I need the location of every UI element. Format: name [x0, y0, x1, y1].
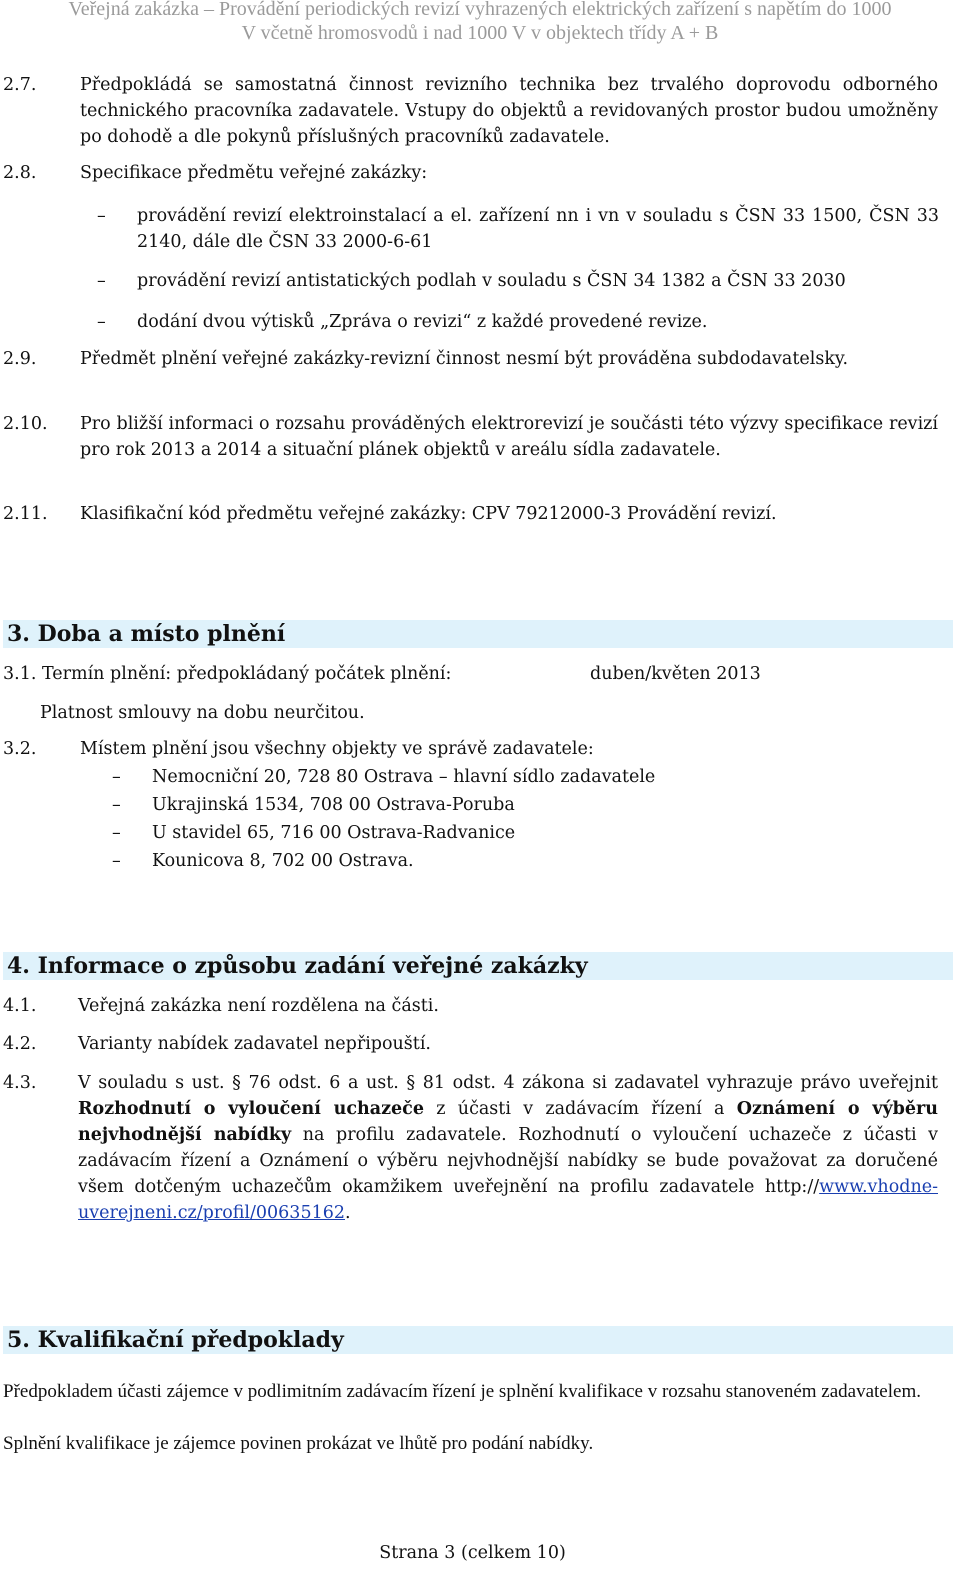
- clause-number: 4.3.: [3, 1073, 37, 1093]
- clause-text: Klasifikační kód předmětu veřejné zakázky: CPV 79212000-3 Provádění revizí.: [80, 504, 777, 524]
- clause-number: 2.11.: [3, 504, 48, 524]
- clause-number: 2.10.: [3, 414, 48, 434]
- section-title: 3. Doba a místo plnění: [7, 621, 286, 647]
- clause-number: 2.7.: [3, 75, 37, 95]
- list-item: dodání dvou výtisků „Zpráva o revizi“ z každé provedené revize.: [137, 312, 708, 332]
- clause-text: Veřejná zakázka není rozdělena na části.: [78, 996, 439, 1016]
- term-value: duben/květen 2013: [590, 664, 761, 684]
- dash-bullet: –: [112, 823, 121, 843]
- clause-text: Pro bližší informaci o rozsahu prováděných elektrorevizí je součásti této výzvy specifikace revizí pro rok 2013 a 2014 a situační plánek objektů v areálu sídla zadavatele.: [80, 414, 938, 460]
- dash-bullet: –: [97, 312, 106, 332]
- section-title: 4. Informace o způsobu zadání veřejné zakázky: [7, 953, 588, 979]
- section-5-heading: [3, 1326, 953, 1354]
- clause-text: Varianty nabídek zadavatel nepřipouští.: [78, 1034, 431, 1054]
- running-header-line1: Veřejná zakázka – Provádění periodických revizí vyhrazených elektrických zařízení s napětím do 1000: [68, 0, 892, 20]
- clause-number: 4.1.: [3, 996, 37, 1016]
- list-item: provádění revizí antistatických podlah v souladu s ČSN 34 1382 a ČSN 33 2030: [137, 271, 846, 291]
- emphasis-notice: Oznámení o výběru nejvhodnější nabídky: [78, 1099, 938, 1145]
- section-3-heading: [3, 620, 953, 648]
- clause-number: 4.2.: [3, 1034, 37, 1054]
- dash-bullet: –: [112, 851, 121, 871]
- clause-text: Místem plnění jsou všechny objekty ve správě zadavatele:: [80, 739, 594, 759]
- place-item: Nemocniční 20, 728 80 Ostrava – hlavní sídlo zadavatele: [152, 767, 656, 787]
- emphasis-decision: Rozhodnutí o vyloučení uchazeče: [78, 1099, 424, 1119]
- running-header-line2: V včetně hromosvodů i nad 1000 V v objektech třídy A + B: [241, 22, 719, 44]
- profile-link[interactable]: www.vhodne-uverejneni.cz/profil/00635162: [78, 1177, 938, 1223]
- list-item: provádění revizí elektroinstalací a el. zařízení nn i vn v souladu s ČSN 33 1500, ČSN 33 2140, dále dle ČSN 33 2000-6-61: [137, 206, 939, 252]
- page-footer: Strana 3 (celkem 10): [379, 1543, 566, 1563]
- clause-number: 2.8.: [3, 163, 37, 183]
- dash-bullet: –: [97, 271, 106, 291]
- place-item: Ukrajinská 1534, 708 00 Ostrava-Poruba: [152, 795, 515, 815]
- clause-text: Specifikace předmětu veřejné zakázky:: [80, 163, 428, 183]
- clause-text: Předpokládá se samostatná činnost revizního technika bez trvalého doprovodu odborného technického pracovníka zadavatele. Vstupy do objektů a revidovaných prostor budou umožněny po dohodě a dle pokynů příslušných pracovníků zadavatele.: [80, 75, 938, 147]
- term-label: 3.1. Termín plnění: předpokládaný počátek plnění:: [3, 664, 452, 684]
- dash-bullet: –: [112, 767, 121, 787]
- clause-text: V souladu s ust. § 76 odst. 6 a ust. § 81 odst. 4 zákona si zadavatel vyhrazuje právo uveřejnit Rozhodnutí o vyloučení uchazeče z účasti v zadávacím řízení a Oznámení o výběru nejvhodnější nabídky na profilu zadavatele. Rozhodnutí o vyloučení uchazeče z účasti v zadávacím řízení a Oznámení o výběru nejvhodnější nabídky se bude považovat za doručené všem dotčeným uchazečům okamžikem uveřejnění na profilu zadavatele http://www.vhodne-uverejneni.cz/profil/00635162.: [78, 1073, 938, 1223]
- place-item: Kounicova 8, 702 00 Ostrava.: [152, 851, 414, 871]
- dash-bullet: –: [97, 206, 106, 226]
- dash-bullet: –: [112, 795, 121, 815]
- paragraph: Splnění kvalifikace je zájemce povinen prokázat ve lhůtě pro podání nabídky.: [3, 1433, 594, 1454]
- section-title: 5. Kvalifikační předpoklady: [7, 1327, 344, 1353]
- clause-number: 3.2.: [3, 739, 37, 759]
- place-item: U stavidel 65, 716 00 Ostrava-Radvanice: [152, 823, 516, 843]
- clause-number: 2.9.: [3, 349, 37, 369]
- clause-text: Předmět plnění veřejné zakázky-revizní činnost nesmí být prováděna subdodavatelsky.: [80, 349, 849, 369]
- section-4-heading: [3, 952, 953, 980]
- term-note: Platnost smlouvy na dobu neurčitou.: [40, 703, 365, 723]
- paragraph: Předpokladem účasti zájemce v podlimitním zadávacím řízení je splnění kvalifikace v rozsahu stanoveném zadavatelem.: [3, 1381, 921, 1402]
